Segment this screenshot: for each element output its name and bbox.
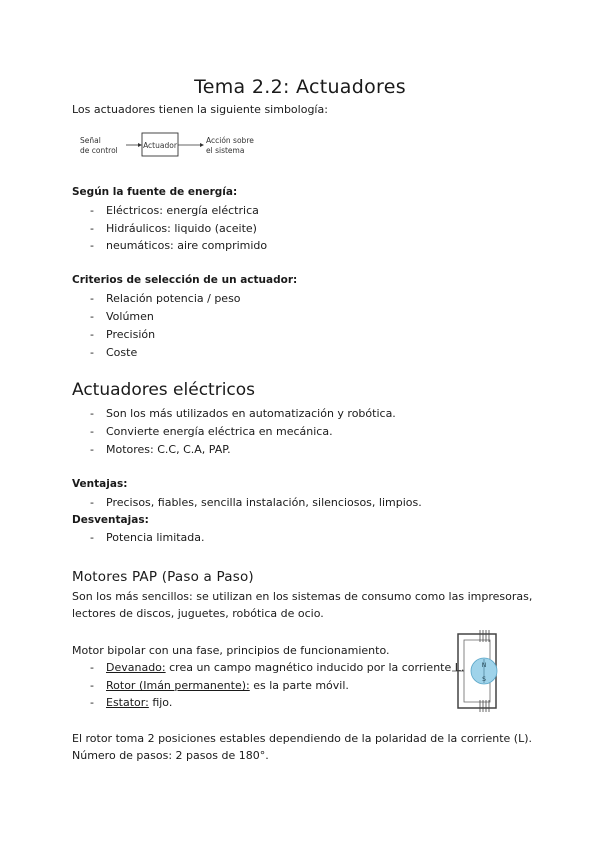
advantages-heading: Ventajas: — [72, 478, 128, 490]
diagram-arrowhead-out — [200, 143, 204, 147]
criteria-heading: Criterios de selección de un actuador: — [72, 274, 298, 286]
intro-text: Los actuadores tienen la siguiente simbología: — [72, 103, 328, 116]
list-item: - Son los más utilizados en automatización y robótica. — [90, 407, 396, 420]
pap-bipolar-text: Motor bipolar con una fase, principios de funcionamiento. — [72, 644, 390, 657]
list-item: - Potencia limitada. — [90, 531, 205, 544]
list-item: - Convierte energía eléctrica en mecánica. — [90, 425, 333, 438]
list-item: - Coste — [90, 346, 138, 359]
conclusion-line1: El rotor toma 2 posiciones estables dependiendo de la polaridad de la corriente (L). — [72, 732, 532, 745]
list-item: - Devanado: crea un campo magnético inducido por la corriente L. — [90, 661, 465, 674]
energy-heading: Según la fuente de energía: — [72, 186, 238, 198]
list-item: - Precisos, fiables, sencilla instalación, silenciosos, limpios. — [90, 496, 422, 509]
list-item: - Motores: C.C, C.A, PAP. — [90, 443, 231, 456]
electric-heading: Actuadores eléctricos — [72, 380, 256, 400]
list-item: - neumáticos: aire comprimido — [90, 239, 268, 252]
pap-desc-line1: Son los más sencillos: se utilizan en los sistemas de consumo como las impresoras, — [72, 590, 533, 603]
page-title: Tema 2.2: Actuadores — [194, 76, 406, 98]
rotor-south-label: S — [482, 676, 486, 683]
list-item: - Eléctricos: energía eléctrica — [90, 204, 259, 217]
list-item: - Rotor (Imán permanente): es la parte móvil. — [90, 679, 349, 692]
conclusion-line2: Número de pasos: 2 pasos de 180°. — [72, 749, 269, 762]
bipolar-motor-diagram — [450, 628, 514, 714]
actuator-diagram — [72, 128, 272, 162]
pap-heading: Motores PAP (Paso a Paso) — [72, 569, 254, 585]
diagram-output-line1: Acción sobre — [206, 136, 254, 145]
list-item: - Volúmen — [90, 310, 154, 323]
diagram-box-label: Actuador — [143, 141, 177, 150]
pap-desc-line2: lectores de discos, juguetes, robótica de ocio. — [72, 607, 324, 620]
diagram-arrowhead-in — [138, 143, 142, 147]
list-item: - Hidráulicos: liquido (aceite) — [90, 222, 257, 235]
list-item: - Estator: fijo. — [90, 696, 173, 709]
diagram-output-line2: el sistema — [206, 146, 245, 155]
rotor-north-label: N — [481, 662, 487, 669]
diagram-input-line1: Señal — [80, 136, 101, 145]
diagram-input-line2: de control — [80, 146, 118, 155]
disadvantages-heading: Desventajas: — [72, 514, 149, 526]
list-item: - Precisión — [90, 328, 156, 341]
list-item: - Relación potencia / peso — [90, 292, 241, 305]
